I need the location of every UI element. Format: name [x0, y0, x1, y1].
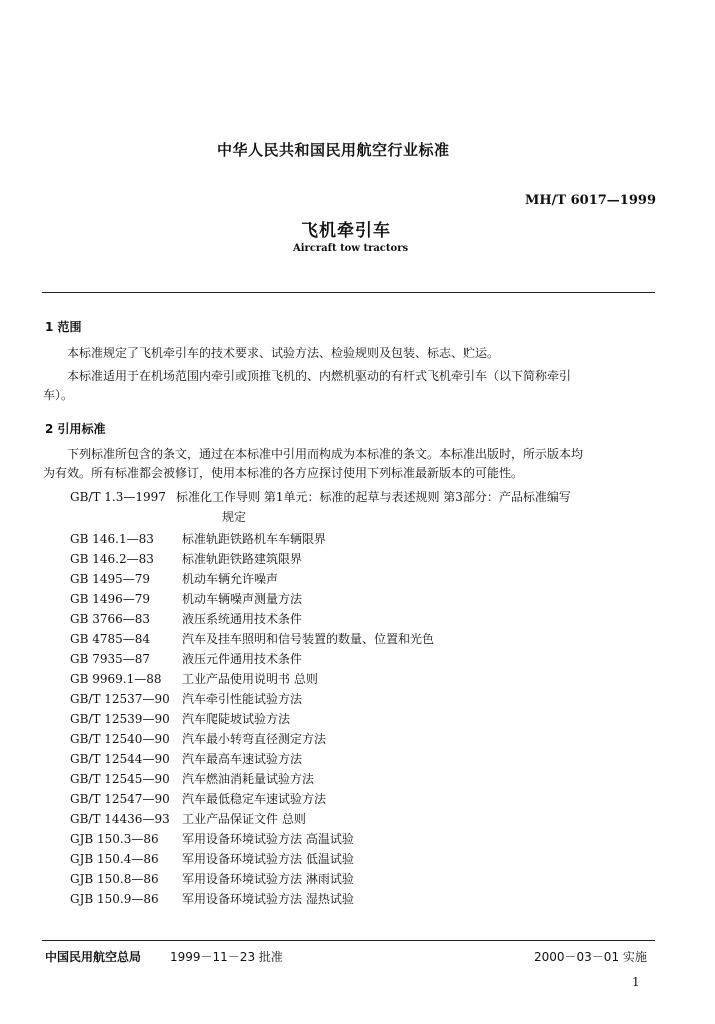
reference-item	[70, 749, 690, 769]
reference-title: 军用设备环境试验方法 高温试验	[182, 832, 354, 846]
reference-code: GJB 150.4—86	[70, 852, 159, 866]
reference-item	[70, 669, 690, 689]
reference-item-continuation	[70, 507, 690, 529]
section-2-paragraph-line-1: 下列标准所包含的条文，通过在本标准中引用而构成为本标准的条文。本标准出版时，所示版本均	[67, 447, 584, 461]
document-title-english: Aircraft tow tractors	[293, 243, 409, 254]
reference-code: GB 7935—87	[70, 652, 151, 666]
reference-item	[70, 609, 690, 629]
reference-item	[70, 629, 690, 649]
reference-item	[70, 869, 690, 889]
reference-title: 机动车辆允许噪声	[182, 572, 279, 586]
implementation-date: 2000－03－01 实施	[534, 950, 647, 964]
standard-code: MH/T 6017—1999	[525, 193, 656, 208]
reference-code: GB/T 12540—90	[70, 732, 170, 746]
reference-item	[70, 709, 690, 729]
reference-code: GB/T 14436—93	[70, 812, 170, 826]
reference-item	[70, 689, 690, 709]
reference-item	[70, 789, 690, 809]
reference-item	[70, 569, 690, 589]
reference-item	[70, 487, 690, 507]
reference-code: GB/T 1.3—1997	[70, 490, 166, 504]
approval-date: 1999－11－23 批准	[170, 950, 283, 964]
reference-item	[70, 829, 690, 849]
issuing-authority: 中国民用航空总局	[45, 950, 142, 964]
reference-code: GB/T 12537—90	[70, 692, 170, 706]
reference-code: GJB 150.9—86	[70, 892, 159, 906]
reference-list	[70, 487, 690, 909]
reference-code: GB/T 12547—90	[70, 792, 170, 806]
reference-title: 工业产品保证文件 总则	[182, 812, 306, 826]
reference-item	[70, 849, 690, 869]
reference-code: GB/T 12544—90	[70, 752, 170, 766]
reference-item	[70, 589, 690, 609]
reference-title: 汽车燃油消耗量试验方法	[182, 772, 315, 786]
reference-title: 汽车最低稳定车速试验方法	[182, 792, 327, 806]
section-1-paragraph-2-line-1: 本标准适用于在机场范围内牵引或顶推飞机的、内燃机驱动的有杆式飞机牵引车（以下简称牵引	[67, 369, 572, 383]
reference-title: 液压系统通用技术条件	[182, 612, 303, 626]
reference-title: 工业产品使用说明书 总则	[182, 672, 318, 686]
reference-item	[70, 809, 690, 829]
reference-title: 汽车及挂车照明和信号装置的数量、位置和光色	[182, 632, 435, 646]
reference-title: 汽车牵引性能试验方法	[182, 692, 303, 706]
org-title: 中华人民共和国民用航空行业标准	[217, 141, 450, 159]
reference-title: 汽车爬陡坡试验方法	[182, 712, 291, 726]
page-number: 1	[632, 975, 640, 989]
reference-code: GB 1495—79	[70, 572, 151, 586]
reference-item	[70, 649, 690, 669]
reference-title: 液压元件通用技术条件	[182, 652, 303, 666]
reference-title: 标准轨距铁路机车车辆限界	[182, 532, 327, 546]
reference-code: GJB 150.3—86	[70, 832, 159, 846]
section-2-paragraph-line-2: 为有效。所有标准都会被修订，使用本标准的各方应探讨使用下列标准最新版本的可能性。	[43, 466, 524, 480]
reference-title: 标准化工作导则 第1单元：标准的起草与表述规则 第3部分：产品标准编写	[176, 490, 571, 504]
reference-code: GJB 150.8—86	[70, 872, 159, 886]
reference-title: 军用设备环境试验方法 低温试验	[182, 852, 354, 866]
reference-code: GB/T 12539—90	[70, 712, 170, 726]
reference-item	[70, 889, 690, 909]
footer-divider	[42, 940, 655, 941]
reference-title: 军用设备环境试验方法 淋雨试验	[182, 872, 354, 886]
reference-title: 汽车最小转弯直径测定方法	[182, 732, 327, 746]
reference-item	[70, 769, 690, 789]
section-1-paragraph-2-line-2: 车）。	[43, 388, 74, 402]
document-title: 飞机牵引车	[301, 221, 391, 241]
reference-title: 规定	[222, 510, 247, 524]
reference-item	[70, 529, 690, 549]
reference-code: GB 9969.1—88	[70, 672, 162, 686]
reference-title: 汽车最高车速试验方法	[182, 752, 303, 766]
reference-code: GB 146.1—83	[70, 532, 154, 546]
header-divider	[42, 292, 655, 293]
reference-title: 机动车辆噪声测量方法	[182, 592, 303, 606]
reference-code: GB 3766—83	[70, 612, 151, 626]
section-2-heading: 2 引用标准	[45, 422, 106, 436]
reference-title: 军用设备环境试验方法 湿热试验	[182, 892, 354, 906]
section-1-paragraph-1: 本标准规定了飞机牵引车的技术要求、试验方法、检验规则及包装、标志、贮运。	[67, 346, 500, 360]
reference-item	[70, 549, 690, 569]
reference-code: GB 4785—84	[70, 632, 151, 646]
reference-item	[70, 729, 690, 749]
reference-code: GB/T 12545—90	[70, 772, 170, 786]
reference-code: GB 146.2—83	[70, 552, 154, 566]
reference-title: 标准轨距铁路建筑限界	[182, 552, 303, 566]
reference-code: GB 1496—79	[70, 592, 151, 606]
section-1-heading: 1 范围	[45, 320, 82, 334]
